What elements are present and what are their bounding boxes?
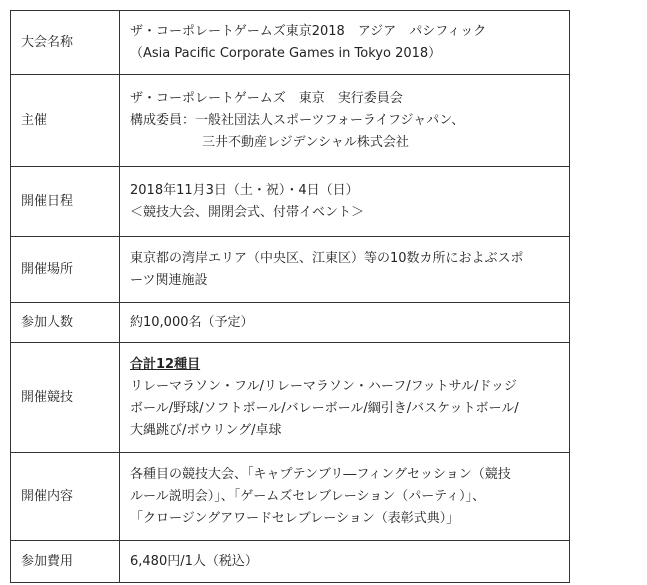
table-row	[11, 237, 570, 303]
value-line: ザ・コーポレートゲームズ 東京 実行委員会	[130, 90, 403, 106]
value-line: ルール説明会）」、「ゲームズセレブレーション（パーティ）」、	[130, 488, 486, 504]
value-line: ＜競技大会、開閉会式、付帯イベント＞	[130, 204, 365, 220]
table-row	[11, 541, 570, 583]
row-value-events	[120, 343, 570, 453]
value-line: （Asia Pacific Corporate Games in Tokyo 2018）	[130, 45, 442, 61]
row-label-fee: 参加費用	[11, 541, 120, 583]
row-label-content: 開催内容	[11, 453, 120, 541]
row-value-name	[120, 11, 570, 75]
event-info-container	[10, 10, 570, 583]
value-line: 三井不動産レジデンシャル株式会社	[202, 134, 409, 150]
row-value-participants	[120, 303, 570, 343]
value-line: 約10,000名（予定）	[130, 314, 254, 330]
row-label-name: 大会名称	[11, 11, 120, 75]
value-line: 2018年11月3日（土・祝）・4日（日）	[130, 182, 359, 198]
value-line: リレーマラソン・フル/リレーマラソン・ハーフ/フットサル/ドッジ	[130, 378, 517, 394]
row-value-venue	[120, 237, 570, 303]
events-total-heading: 合計12種目	[130, 356, 201, 372]
row-label-participants: 参加人数	[11, 303, 120, 343]
table-row	[11, 453, 570, 541]
row-value-content	[120, 453, 570, 541]
value-line: 東京都の湾岸エリア（中央区、江東区）等の10数カ所におよぶスポ	[130, 250, 524, 266]
table-row	[11, 75, 570, 167]
value-line: 6,480円/1人（税込）	[130, 553, 258, 569]
table-row	[11, 11, 570, 75]
value-line: 各種目の競技大会、「キャプテンブリ―フィングセッション（競技	[130, 466, 511, 482]
value-line: ーツ関連施設	[130, 272, 208, 288]
value-line: ザ・コーポレートゲームズ東京2018 アジア パシフィック	[130, 23, 487, 39]
row-label-venue: 開催場所	[11, 237, 120, 303]
row-label-organizer: 主催	[11, 75, 120, 167]
event-info-table	[10, 10, 570, 583]
value-line: 大縄跳び/ボウリング/卓球	[130, 422, 282, 438]
row-value-fee	[120, 541, 570, 583]
value-line: ボール/野球/ソフトボール/バレーボール/綱引き/バスケットボール/	[130, 400, 519, 416]
value-line: 「クロージングアワードセレブレーション（表彰式典）」	[130, 510, 460, 526]
table-row	[11, 303, 570, 343]
value-line: 構成委員：一般社団法人スポーツフォーライフジャパン、	[130, 112, 465, 128]
table-row	[11, 167, 570, 237]
row-label-schedule: 開催日程	[11, 167, 120, 237]
row-value-organizer	[120, 75, 570, 167]
row-value-schedule	[120, 167, 570, 237]
row-label-events: 開催競技	[11, 343, 120, 453]
table-row	[11, 343, 570, 453]
